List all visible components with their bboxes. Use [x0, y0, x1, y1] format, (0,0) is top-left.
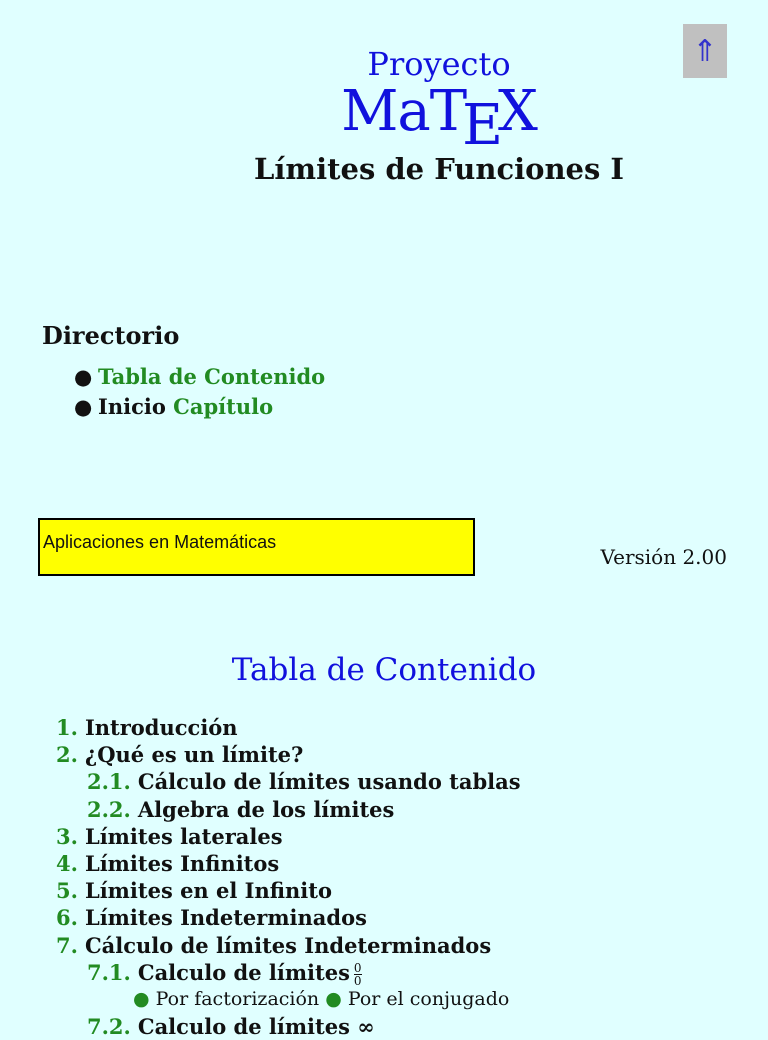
toc-entry-1[interactable] — [56, 714, 521, 741]
directory-item-toc — [74, 362, 325, 392]
toc-entry-2[interactable] — [56, 741, 521, 768]
toc-text: Límites Infinitos — [84, 850, 280, 876]
toc-text: Cálculo de límites usando tablas — [137, 769, 521, 795]
applications-box[interactable] — [38, 518, 475, 576]
toc-entry-7-1[interactable] — [56, 959, 521, 986]
toc-num: 2. — [56, 742, 78, 768]
logo-matex — [341, 79, 537, 158]
frac-numerator: 0 — [353, 960, 362, 975]
toc-sub-conjugado[interactable]: Por el conjugado — [347, 987, 510, 1010]
toc-num: 5. — [56, 878, 78, 904]
toc-subitems-7-1 — [56, 986, 521, 1013]
directory-item-chapter — [74, 392, 325, 422]
chapter-link[interactable]: Capítulo — [173, 394, 274, 419]
logo-e: E — [462, 93, 503, 158]
toc-text: Calculo de límites ∞ — [137, 1014, 375, 1040]
matex-logo — [0, 44, 768, 158]
inicio-label: Inicio — [98, 394, 174, 419]
toc-num: 7.2. — [87, 1014, 131, 1040]
toc-num: 2.1. — [87, 769, 131, 795]
double-up-arrow-icon: ⇑ — [692, 33, 718, 69]
frac-denominator: 0 — [353, 973, 362, 988]
toc-entry-4[interactable] — [56, 850, 521, 877]
toc-num: 7.1. — [87, 959, 131, 985]
toc-text: Calculo de límites — [137, 959, 350, 985]
logo-x: X — [498, 79, 537, 144]
applications-label: Aplicaciones en Matemáticas — [43, 532, 277, 552]
toc-num: 4. — [56, 850, 78, 876]
fraction-zero-over-zero — [354, 962, 362, 987]
document-title: Límites de Funciones I — [254, 152, 624, 186]
toc-text: Límites Indeterminados — [84, 905, 367, 931]
toc-text: Introducción — [84, 715, 238, 740]
toc-entry-7[interactable] — [56, 932, 521, 959]
toc-entry-2-1[interactable] — [56, 768, 521, 795]
toc-text: Cálculo de límites Indeterminados — [84, 932, 492, 958]
bullet-icon: ● — [74, 364, 93, 389]
directory-heading: Directorio — [42, 321, 180, 350]
toc-entry-2-2[interactable] — [56, 796, 521, 823]
toc-text: ¿Qué es un límite? — [84, 742, 304, 768]
toc-num: 3. — [56, 823, 78, 849]
logo-proyecto: Proyecto — [367, 45, 511, 83]
toc-link[interactable]: Tabla de Contenido — [98, 364, 326, 389]
version-label: Versión 2.00 — [600, 545, 727, 569]
bullet-icon: ● — [325, 987, 348, 1010]
toc-entry-5[interactable] — [56, 877, 521, 904]
toc-text: Límites en el Infinito — [84, 878, 332, 904]
toc-num: 1. — [56, 715, 78, 740]
toc-entry-3[interactable] — [56, 823, 521, 850]
toc-num: 6. — [56, 905, 78, 931]
bullet-icon: ● — [74, 394, 93, 419]
bullet-icon: ● — [133, 987, 156, 1010]
toc-num: 7. — [56, 932, 78, 958]
toc-num: 2.2. — [87, 796, 131, 822]
toc-list — [56, 714, 521, 1040]
toc-entry-7-2[interactable] — [56, 1013, 521, 1040]
toc-text: Algebra de los límites — [137, 796, 395, 822]
toc-text: Límites laterales — [84, 823, 283, 849]
toc-sub-factorizacion[interactable]: Por factorización — [155, 987, 320, 1010]
toc-heading: Tabla de Contenido — [231, 652, 537, 688]
logo-ma: MaT — [341, 79, 467, 144]
directory-list — [74, 362, 325, 422]
toc-entry-6[interactable] — [56, 904, 521, 931]
